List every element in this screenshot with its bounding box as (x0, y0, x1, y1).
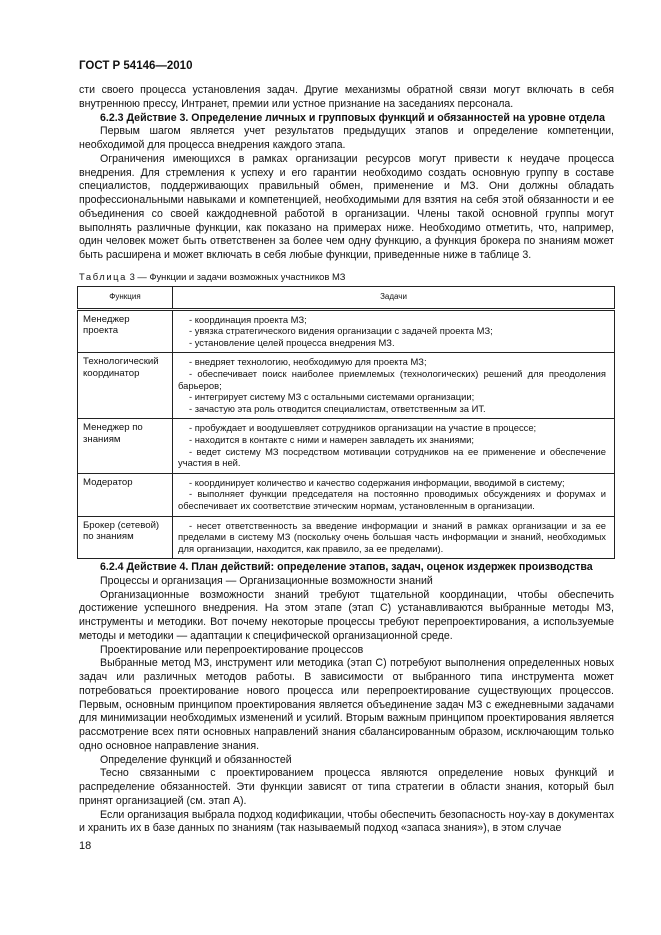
function-cell: Технологический координатор (78, 353, 173, 419)
paragraph: Выбранные метод МЗ, инструмент или методика (этап С) потребуют выполнения определенных новых задач или различных методов работы. В зависимости от выбранного типа инструмента может потребоваться проектирование нового процесса или перепроектирование существующих процессов. Первым, основным принципом проектирования является объединение задач МЗ с ежедневными задачами для минимизации необходимых изменений и усилий. Вторым важным принципом проектирования является рассмотрение всех пяти основных направлений знания сбалансированным образом, исключающим только одно основное направление знания. (79, 657, 614, 752)
bottom-text-block (79, 561, 614, 836)
task-item: - находится в контакте с ними и намерен завладеть их знаниями; (189, 433, 474, 445)
tasks-cell (173, 516, 615, 559)
task-item: - зачастую эта роль отводится специалистам, ответственным за ИТ. (189, 402, 486, 414)
paragraph: Организационные возможности знаний требуют тщательной координации, чтобы обеспечить достижение успешного внедрения. На этом этапе (этап С) устанавливаются выбранные методы МЗ, инструменты и методики. Вот почему некоторые процессы требуют перепроектирования, а используемые методы и методики — адаптации к специфической организационной среде. (79, 588, 614, 642)
task-item: - ведет систему МЗ посредством мотивации сотрудников на ее применение и обеспечение участия в ней. (178, 445, 606, 469)
task-item: - выполняет функции председателя на постоянно проводимых обсуждениях и форумах и обеспечивает их соответствие этическим нормам, установленным в организации. (178, 488, 606, 511)
table-row (78, 516, 615, 559)
function-cell: Менеджер проекта (78, 309, 173, 353)
task-item: - координация проекта МЗ; (189, 313, 307, 325)
table-row (78, 473, 615, 516)
functions-table (77, 286, 615, 559)
subheading: Определение функций и обязанностей (100, 753, 292, 766)
table-caption (79, 271, 345, 282)
section-heading-6-2-4: 6.2.4 Действие 4. План действий: определение этапов, задач, оценок издержек производства (100, 561, 593, 573)
table-caption-prefix: Таблица (79, 271, 127, 282)
task-item: - увязка стратегического видения организации с задачей проекта МЗ; (189, 325, 493, 337)
paragraph: Тесно связанными с проектированием процесса являются определение новых функций и распределение обязанностей. Эти функции зависят от типа стратегии в области знания, который был принят организацией (см. этап А). (79, 767, 614, 807)
task-item: - координирует количество и качество содержания информации, вводимой в систему; (189, 476, 565, 488)
tasks-cell (173, 309, 615, 353)
task-item: - несет ответственность за введение информации и знаний в рамках организации и за ее пределами в систему МЗ (поскольку очень большая часть информации и знаний, необходимых для организации, находится, как правило, за ее пределами). (178, 519, 606, 554)
task-item: - пробуждает и воодушевляет сотрудников организации на участие в процессе; (189, 422, 537, 434)
task-item: - установление целей процесса внедрения МЗ. (189, 336, 395, 348)
column-header-function: Функция (78, 287, 173, 310)
table-header-row (78, 287, 615, 310)
top-text-block (79, 84, 614, 263)
paragraph: сти своего процесса установления задач. Другие механизмы обратной связи могут включать в себя внутреннюю прессу, Интранет, премии или устное признание на заседаниях персонала. (79, 84, 614, 110)
page-number: 18 (79, 840, 92, 852)
tasks-cell (173, 353, 615, 419)
table-row (78, 309, 615, 353)
subheading: Проектирование или перепроектирование процессов (100, 643, 364, 656)
task-item: - обеспечивает поиск наиболее приемлемых (технологических) решений для преодоления барьеров; (178, 367, 606, 391)
section-heading-6-2-3: 6.2.3 Действие 3. Определение личных и групповых функций и обязанностей на уровне отдела (100, 111, 606, 124)
function-cell: Брокер (сетевой) по знаниям (78, 516, 173, 559)
table-row (78, 419, 615, 473)
tasks-cell (173, 473, 615, 516)
paragraph: Первым шагом является учет результатов предыдущих этапов и определение компетенции, необходимой для процесса внедрения каждого этапа. (79, 125, 614, 151)
function-cell: Менеджер по знаниям (78, 419, 173, 473)
document-header: ГОСТ Р 54146—2010 (79, 60, 193, 72)
paragraph: Ограничения имеющихся в рамках организации ресурсов могут привести к неудаче процесса внедрения. Для стремления к успеху и его гарантии необходимо создать основную группу в составе специалистов, поддерживающих правильный обмен, применение и МЗ. Они должны обладать профессиональными навыками и компетенцией, необходимыми для взятия на себя этой обязанности и ее объединения со своей каждодневной работой в организации. Члены такой основной группы могут выполнять различные функции, как показано на примерах ниже. Необходимо отметить, что, например, один человек может быть ответственен за более чем одну функцию, а функция брокера по знаниям может быть расширена и может включать в себя любые функции, приведенные ниже в таблице 3. (79, 152, 614, 261)
task-item: - интегрирует систему МЗ с остальными системами организации; (189, 391, 475, 403)
table-row (78, 353, 615, 419)
paragraph: Если организация выбрала подход кодификации, чтобы обеспечить безопасность ноу-хау в документах и хранить их в базе данных по знаниям (так называемый подход «запаса знания»), в этом случае (79, 808, 614, 835)
table-caption-title: 3 — Функции и задачи возможных участников МЗ (126, 271, 346, 282)
task-item: - внедряет технологию, необходимую для проекта МЗ; (189, 356, 427, 368)
column-header-tasks: Задачи (173, 287, 615, 310)
function-cell: Модератор (78, 473, 173, 516)
subheading: Процессы и организация — Организационные возможности знаний (100, 574, 433, 587)
tasks-cell (173, 419, 615, 473)
